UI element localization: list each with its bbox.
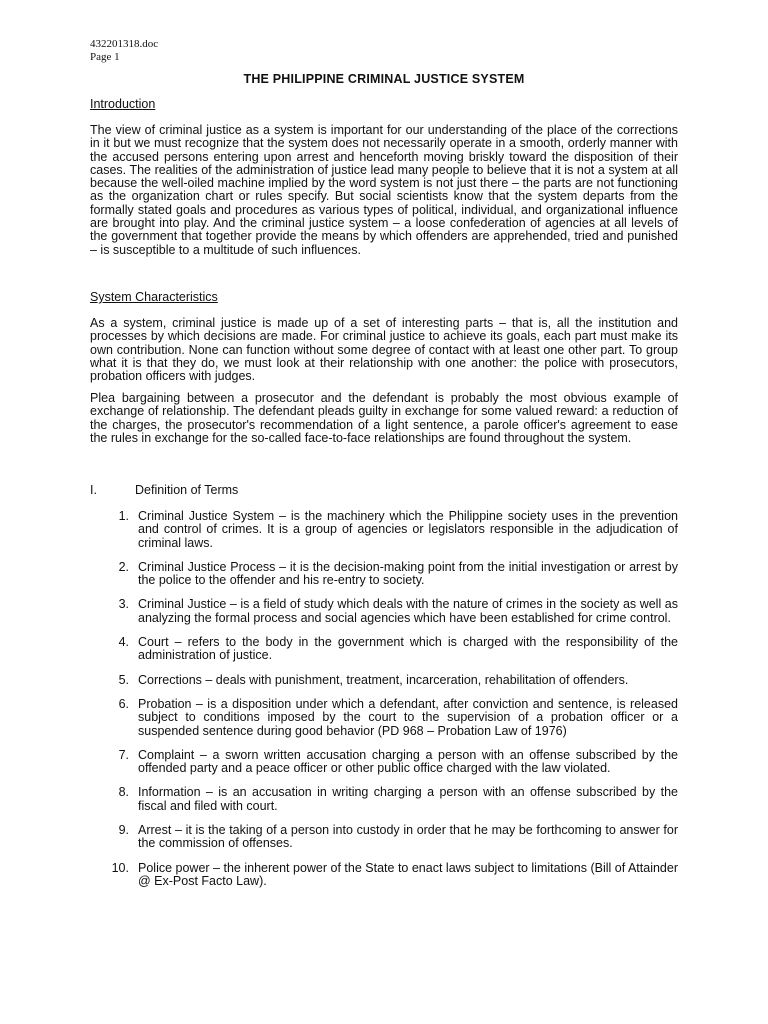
item-number: 4. (118, 635, 129, 650)
item-text: Corrections – deals with punishment, treatment, incarceration, rehabilitation of offenders. (138, 672, 629, 687)
introduction-section (90, 98, 678, 111)
system-paragraph-1: As a system, criminal justice is made up of a set of interesting parts – that is, all the institution and processes by which decisions are made. For criminal justice to achieve its goals, each part must make its own contribution. None can function without some degree of contact with at least one other part. To group what it is that they do, we must look at their relationship with one another: the police with prosecutors, probation officers with judges. (90, 316, 678, 384)
definitions-heading-row (90, 484, 678, 497)
system-section (90, 291, 678, 304)
item-text: Criminal Justice – is a field of study which deals with the nature of crimes in the society as well as analyzing the formal process and social agencies which have been established for crime control. (138, 597, 678, 625)
item-number: 7. (118, 747, 129, 762)
item-text: Criminal Justice Process – it is the decision-making point from the initial investigation or arrest by the police to the offender and his re-entry to society. (138, 559, 678, 588)
system-characteristics-heading: System Characteristics (90, 290, 218, 304)
item-number: 9. (118, 823, 129, 838)
file-name: 432201318.doc (90, 38, 159, 50)
item-number: 1. (118, 509, 129, 523)
item-text: Court – refers to the body in the government which is charged with the responsibility of the administration of justice. (138, 635, 678, 663)
definitions-list-container (90, 510, 678, 899)
item-number: 6. (118, 696, 129, 711)
item-text: Arrest – it is the taking of a person into custody in order that he may be forthcoming to answer for the commission of offenses. (138, 823, 678, 851)
definition-item (90, 598, 678, 625)
system-body-2 (90, 392, 678, 445)
definition-item (90, 786, 678, 813)
item-text: Information – is an accusation in writing charging a person with an offense subscribed by the fiscal and filed with court. (138, 785, 678, 813)
definitions-list (90, 510, 678, 888)
definitions-heading: Definition of Terms (135, 483, 239, 497)
definition-item (90, 698, 678, 738)
item-text: Complaint – a sworn written accusation charging a person with an offense subscribed by the offended party and a peace officer or other public office charged with the law violated. (138, 747, 678, 776)
item-number: 2. (118, 559, 129, 574)
item-number: 10. (111, 860, 129, 875)
item-text: Probation – is a disposition under which a defendant, after conviction and sentence, is released subject to conditions imposed by the court to the supervision of a probation officer or a suspended sentence during good behavior (PD 968 – Probation Law of 1976) (138, 696, 678, 738)
introduction-body (90, 124, 678, 257)
definition-item (90, 674, 678, 687)
item-number: 5. (118, 672, 129, 687)
page-number: Page 1 (90, 51, 120, 63)
definition-item (90, 561, 678, 588)
item-text: Criminal Justice System – is the machinery which the Philippine society uses in the prevention and control of crimes. It is a group of agencies or legislators responsible in the adjudication of criminal laws. (138, 509, 678, 550)
definitions-numeral: I. (90, 483, 97, 497)
introduction-paragraph: The view of criminal justice as a system is important for our understanding of the place of the corrections in it but we must recognize that the system does not necessarily operate in a smooth, orderly manner with the accused persons entering upon arrest and henceforth moving briskly toward the disposition of their cases. The realities of the administration of justice lead many people to believe that it is not a system at all because the well-oiled machine implied by the word system is not just there – the parts are not functioning as the organization chart or rules specify. But social scientists know that the system departs from the formally stated goals and procedures as various types of political, individual, and organizational influence are brought into play. And the criminal justice system – a loose confederation of agencies at all levels of the government that together provide the means by which offenders are apprehended, tried and punished – is susceptible to a multitude of such influences. (90, 123, 678, 257)
item-number: 8. (118, 785, 129, 800)
file-header (90, 38, 158, 64)
introduction-heading: Introduction (90, 97, 156, 111)
definition-item (90, 824, 678, 851)
definition-item (90, 749, 678, 776)
definition-item (90, 510, 678, 550)
system-paragraph-2: Plea bargaining between a prosecutor and the defendant is probably the most obvious example of exchange of relationship. The defendant pleads guilty in exchange for some valued reward: a reduction of the charges, the prosecutor's recommendation of a light sentence, a parole officer's agreement to ease the rules in exchange for the so-called face-to-face relationships are found throughout the system. (90, 391, 678, 445)
definition-item (90, 862, 678, 889)
system-body-1 (90, 317, 678, 383)
item-text: Police power – the inherent power of the State to enact laws subject to limitations (Bill of Attainder @ Ex-Post Facto Law). (138, 860, 678, 888)
item-number: 3. (118, 597, 129, 612)
definition-item (90, 636, 678, 663)
document-title: THE PHILIPPINE CRIMINAL JUSTICE SYSTEM (243, 72, 525, 86)
